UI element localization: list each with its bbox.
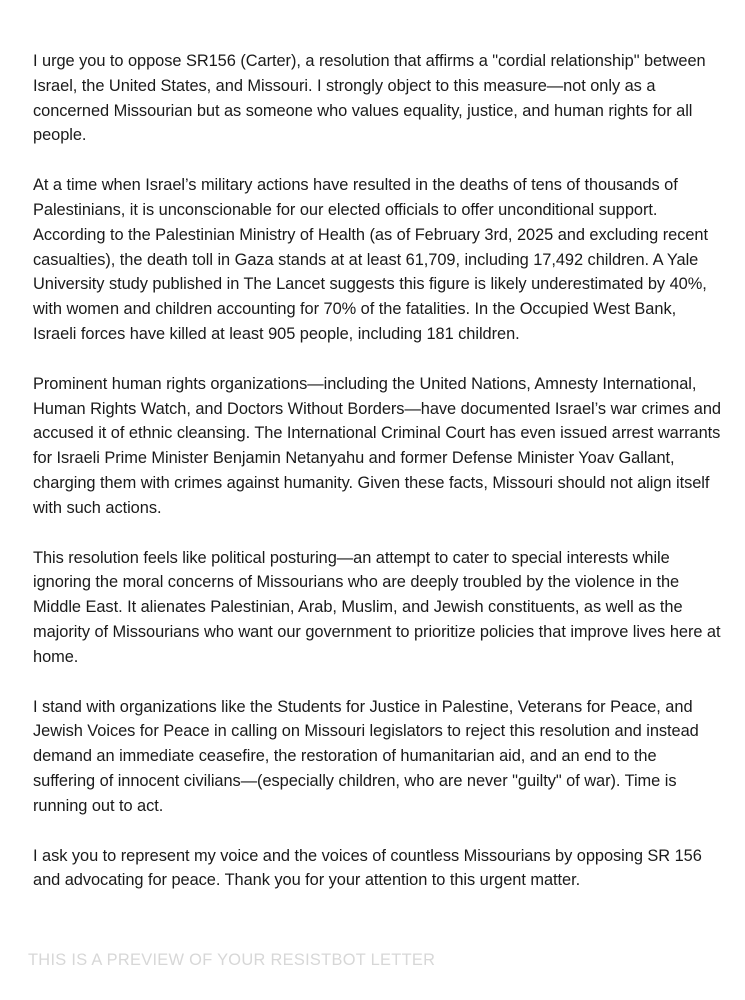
letter-body: [33, 49, 723, 918]
letter-paragraph-6: I ask you to represent my voice and the voices of countless Missourians by opposing SR 156 and advocating for peace. Thank you for your attention to this urgent matter.: [33, 846, 702, 890]
letter-paragraph-1: I urge you to oppose SR156 (Carter), a resolution that affirms a "cordial relationship" between Israel, the United States, and Missouri. I strongly object to this measure—not only as a concerned Missourian but as someone who values equality, justice, and human rights for all people.: [33, 52, 706, 145]
letter-paragraph-2: At a time when Israel’s military actions have resulted in the deaths of tens of thousands of Palestinians, it is unconscionable for our elected officials to offer unconditional support. According to the Palestinian Ministry of Health (as of February 3rd, 2025 and excluding recent casualties), the death toll in Gaza stands at at least 61,709, including 17,492 children. A Yale University study published in The Lancet suggests this figure is likely underestimated by 40%, with women and children accounting for 70% of the fatalities. In the Occupied West Bank, Israeli forces have killed at least 905 people, including 181 children.: [33, 176, 708, 343]
letter-paragraph-4: This resolution feels like political posturing—an attempt to cater to special interests while ignoring the moral concerns of Missourians who are deeply troubled by the violence in the Middle East. It alienates Palestinian, Arab, Muslim, and Jewish constituents, as well as the majority of Missourians who want our government to prioritize policies that improve lives here at home.: [33, 548, 721, 666]
letter-paragraph-5: I stand with organizations like the Students for Justice in Palestine, Veterans for Peace, and Jewish Voices for Peace in calling on Missouri legislators to reject this resolution and instead demand an immediate ceasefire, the restoration of humanitarian aid, and an end to the suffering of innocent civilians—(especially children, who are never "guilty" of war). Time is running out to act.: [33, 697, 699, 815]
letter-paragraph-3: Prominent human rights organizations—including the United Nations, Amnesty International, Human Rights Watch, and Doctors Without Borders—have documented Israel’s war crimes and accused it of ethnic cleansing. The International Criminal Court has even issued arrest warrants for Israeli Prime Minister Benjamin Netanyahu and former Defense Minister Yoav Gallant, charging them with crimes against humanity. Given these facts, Missouri should not align itself with such actions.: [33, 374, 721, 517]
preview-notice: THIS IS A PREVIEW OF YOUR RESISTBOT LETTER: [28, 951, 436, 969]
